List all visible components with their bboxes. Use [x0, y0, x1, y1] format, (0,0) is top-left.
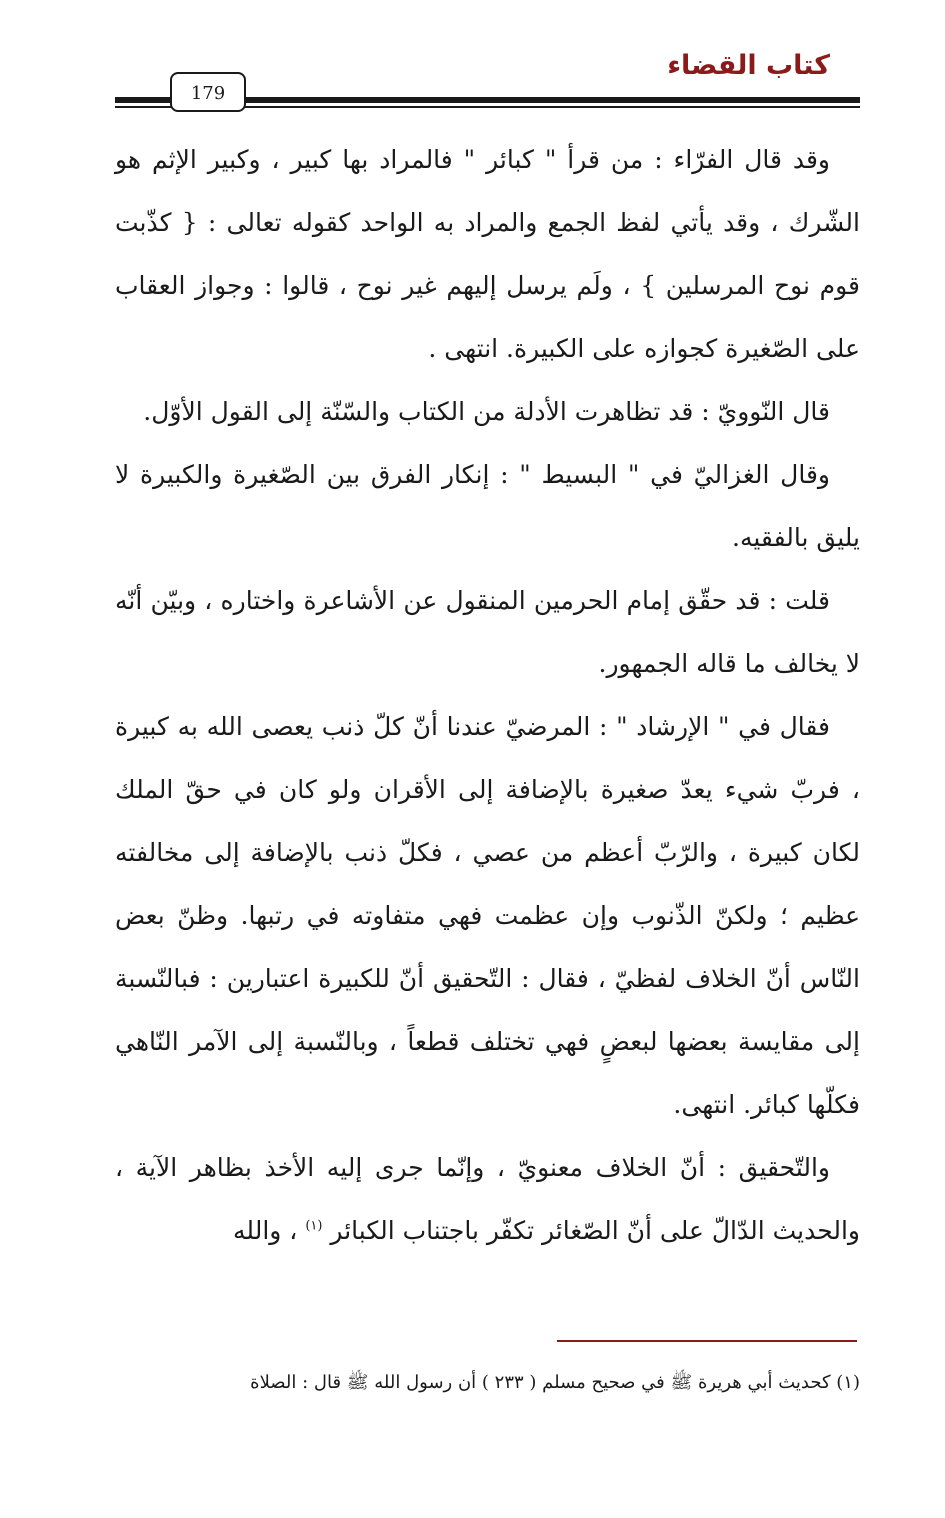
paragraph-text: والتّحقيق : أنّ الخلاف معنويّ ، وإنّما جرى إليه الأخذ بظاهر الآية ، والحديث الدّالّ على أنّ الصّغائر تكفّر باجتناب الكبائر	[115, 1153, 860, 1245]
paragraph: فقال في " الإرشاد " : المرضيّ عندنا أنّ كلّ ذنب يعصى الله به كبيرة ، فربّ شيء يعدّ صغيرة بالإضافة إلى الأقران ولو كان في حقّ الملك لكان كبيرة ، والرّبّ أعظم من عصي ، فكلّ ذنب بالإضافة إلى مخالفته عظيم ؛ ولكنّ الذّنوب وإن عظمت فهي متفاوته في رتبها. وظنّ بعض النّاس أنّ الخلاف لفظيّ ، فقال : التّحقيق أنّ للكبيرة اعتبارين : فبالنّسبة إلى مقايسة بعضها لبعضٍ فهي تختلف قطعاً ، وبالنّسبة إلى الآمر النّاهي فكلّها كبائر. انتهى.	[115, 712, 860, 1119]
paragraph-text-end: ، والله	[233, 1216, 298, 1245]
footnote: (١) كحديث أبي هريرة ﷺ في صحيح مسلم ( ٢٣٣ ) أن رسول الله ﷺ قال : الصلاة	[250, 1372, 860, 1393]
paragraph-last	[115, 1136, 860, 1262]
paragraph: قلت : قد حقّق إمام الحرمين المنقول عن الأشاعرة واختاره ، وبيّن أنّه لا يخالف ما قاله الجمهور.	[115, 586, 860, 678]
footnote-reference[interactable]: (١)	[305, 1218, 323, 1234]
paragraph: وقد قال الفرّاء : من قرأ " كبائر " فالمراد بها كبير ، وكبير الإثم هو الشّرك ، وقد يأتي لفظ الجمع والمراد به الواحد كقوله تعالى : { كذّبت قوم نوح المرسلين } ، ولَم يرسل إليهم غير نوح ، قالوا : وجواز العقاب على الصّغيرة كجوازه على الكبيرة. انتهى .	[115, 145, 860, 363]
page-number: 179	[170, 72, 246, 112]
footnote-separator	[557, 1340, 857, 1342]
main-text	[115, 128, 860, 1262]
page-header	[0, 0, 945, 125]
book-title: كتاب القضاء	[667, 50, 830, 81]
paragraph: وقال الغزاليّ في " البسيط " : إنكار الفرق بين الصّغيرة والكبيرة لا يليق بالفقيه.	[115, 460, 860, 552]
paragraph: قال النّوويّ : قد تظاهرت الأدلة من الكتاب والسّنّة إلى القول الأوّل.	[143, 397, 830, 426]
